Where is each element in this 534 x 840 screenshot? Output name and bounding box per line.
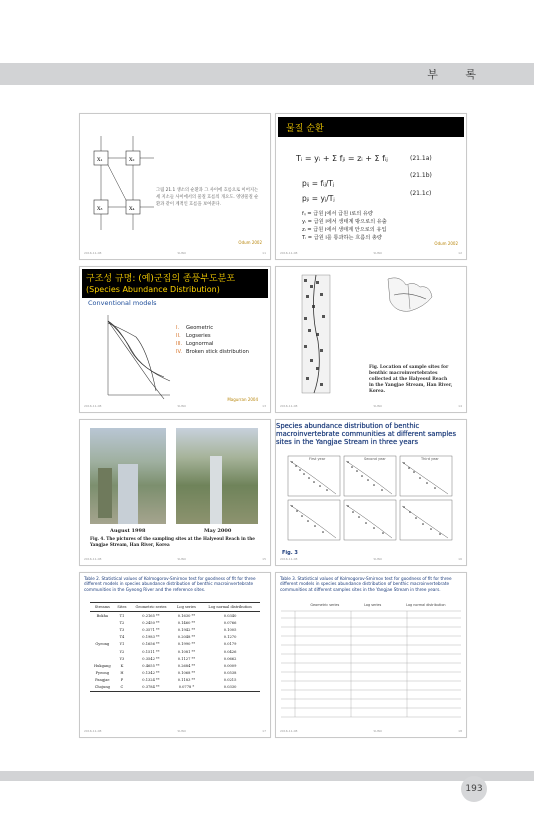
table-title: Table 3. Statistical values of Kolmogorov-Smirnov test for goodness of fit for three different models in species abundance distribution of benthic macroinvertebrate communities at different samples sites in the Yangjae Stream in three years. [280, 576, 452, 592]
slide-title-bar [278, 117, 464, 137]
slide-footer: 2016-11-08 SUNU 15 [84, 557, 266, 561]
table-row: Y2 0.1511 ** 0.1081 ** 0.0426 [119, 649, 237, 654]
page-number: 193 [461, 776, 487, 802]
equation-source: Odum 2002 [434, 241, 458, 246]
slide-footer: 2016-11-08 SUNU 18 [280, 729, 462, 733]
box-x2: X₂ [129, 157, 135, 163]
slide-site-photos [79, 419, 271, 566]
footer-band [0, 771, 534, 781]
table-title: Table 2. Statistical values of Kolmogorov-Smirnov test for goodness of fit for three different models in species abundance distribution of benthic macroinvertebrate communities in the Gyeong River and the reference sites. [84, 576, 256, 592]
diagram-source: Odum 2002 [238, 240, 262, 245]
slide-footer: 2016-11-08 SUNU 12 [280, 251, 462, 255]
equation-2: pᵢⱼ = fᵢⱼ/Tⱼ [302, 179, 335, 188]
table-row: Y3 0.3542 ** 0.1127 ** 0.0662 [119, 656, 237, 661]
box-x3: X₃ [97, 206, 103, 212]
table-row: Pyeong H 0.1342 ** 0.1068 ** 0.0538 [95, 671, 237, 676]
variable-definitions: fᵢⱼ = 급원 j에서 급원 i로의 유량 yᵢ = 급원 i에서 생태계 밖으로의 유출 zᵢ = 급원 i에서 생태계 안으로의 유입 Tᵢ = 급원 i를 통과하는 흐름의 총량 [302, 211, 387, 241]
slide-title-ko: 구조성 규명: (예)군집의 종풍부도분포 [86, 274, 236, 284]
box-x1: X₁ [97, 157, 103, 163]
inset-map [380, 273, 440, 319]
slide-sample-map [275, 266, 467, 413]
appendix-header [0, 63, 534, 85]
slide-material-cycle [275, 113, 467, 260]
group-headers: Geometric series Log series Log normal distribution [310, 603, 446, 607]
equation-1: Tᵢ = yᵢ + Σ fⱼᵢ = zᵢ + Σ fᵢⱼ [296, 154, 388, 163]
table-row: Hukgang K 0.4655 ** 0.2684 ** 0.0009 [93, 663, 237, 668]
ks-table: Streams Sites Geometric series Log series Log normal distribution Bokha T1 0.2165 ** 0.1630 ** 0.0340 T2 0.2450 ** 0.1460 ** 0.0766 T3 0.3571 ** 0.1942 ** 0.1005 T4 0.1983 ** 0.2048 ** 0.1270 Gyeong Y1 0.1656 ** 0.1990 ** 0.0179 Y2 0.1511 ** 0.1081 ** 0.0426 Y3 0.3542 ** 0.1127 ** 0.0662 Hukgang K 0.4655 ** 0.2684 ** 0.0009 Pyeong H 0.1342 ** 0.1068 ** 0.0538 Pangjae P 0.1324 ** 0.1183 ** 0.0215 Chojung C 0.3784 ** 0.0778 * 0.0330 [90, 602, 260, 692]
table-row: T2 0.2450 ** 0.1460 ** 0.0766 [119, 620, 237, 625]
slide-footer: 2016-11-08 SUNU 11 [84, 251, 266, 255]
panel-label-second: Second year [364, 457, 386, 461]
model-list: I. Geometric II. Logseries III. Lognormal IV. Broken stick distribution [176, 325, 249, 355]
table-3-grid [281, 609, 461, 729]
slide-footer: 2016-11-08 SUNU 14 [280, 404, 462, 408]
table-row: Bokha T1 0.2165 ** 0.1630 ** 0.0340 [96, 613, 237, 618]
photo-label-right: May 2000 [204, 528, 232, 534]
slide-table-3 [275, 572, 467, 738]
equation-2-label: (21.1b) [410, 172, 432, 179]
slide-flow-diagram [79, 113, 271, 260]
photo-caption: Fig. 4. The pictures of the sampling sites at the Halyeoul Reach in the Yangjae Stream, Han River, Korea [90, 536, 255, 547]
photo-august-1998 [90, 428, 166, 524]
diagram-caption: 그림 21.1 생소의 순환과 그 사이에 흐름으로 이어지는 세 지소들 사이에서의 물질 흐름의 개요도. 영양물질 순환과 같이 계적인 흐름을 보여준다. [156, 188, 259, 207]
model-source: Magurran 2004 [227, 397, 258, 402]
table-row: Gyeong Y1 0.1656 ** 0.1990 ** 0.0179 [95, 642, 237, 647]
photo-may-2000 [176, 428, 258, 524]
equation-3: pⱼᵢ = yⱼ/Tⱼ [302, 194, 335, 203]
table-row: Pangjae P 0.1324 ** 0.1183 ** 0.0215 [95, 678, 237, 683]
slide-abundance-models [79, 266, 271, 413]
slide-distribution-plots [275, 419, 467, 566]
slide-subtitle: Conventional models [88, 299, 157, 307]
box-x4: X₄ [129, 206, 135, 212]
header-title: 부 록 [427, 68, 488, 81]
figure-label: Fig. 3 [282, 550, 298, 556]
slide-table-2 [79, 572, 271, 738]
slide-title: Species abundance distribution of benthic macroinvertebrate communities at different samples sites in the Yangjae Stream in three years [276, 422, 456, 446]
distribution-panels [282, 454, 458, 544]
table-row: Chojung C 0.3784 ** 0.0778 * 0.0330 [90, 684, 260, 692]
abundance-model-plot [102, 311, 172, 401]
slide-footer: 2016-11-08 SUNU 13 [84, 404, 266, 408]
slide-title: 물질 순환 [286, 124, 324, 134]
slide-title-bar [82, 269, 268, 298]
table-row: T3 0.3571 ** 0.1942 ** 0.1005 [119, 627, 237, 632]
slide-footer: 2016-11-08 SUNU 16 [280, 557, 462, 561]
slide-title-en: (Species Abundance Distribution) [86, 285, 220, 294]
panel-label-third: Third year [421, 457, 439, 461]
slide-footer: 2016-11-08 SUNU 17 [84, 729, 266, 733]
photo-label-left: August 1998 [110, 528, 146, 534]
panel-label-first: First year [309, 457, 326, 461]
table-row: T4 0.1983 ** 0.2048 ** 0.1270 [119, 635, 237, 640]
map-caption: Fig. Location of sample sites for benthic macroinvertebrates collected at the Halyeoul Reach in the Yangjae Stream, Han River, Korea. [369, 365, 453, 394]
equation-1-label: (21.1a) [410, 155, 432, 162]
equation-3-label: (21.1c) [410, 190, 432, 197]
